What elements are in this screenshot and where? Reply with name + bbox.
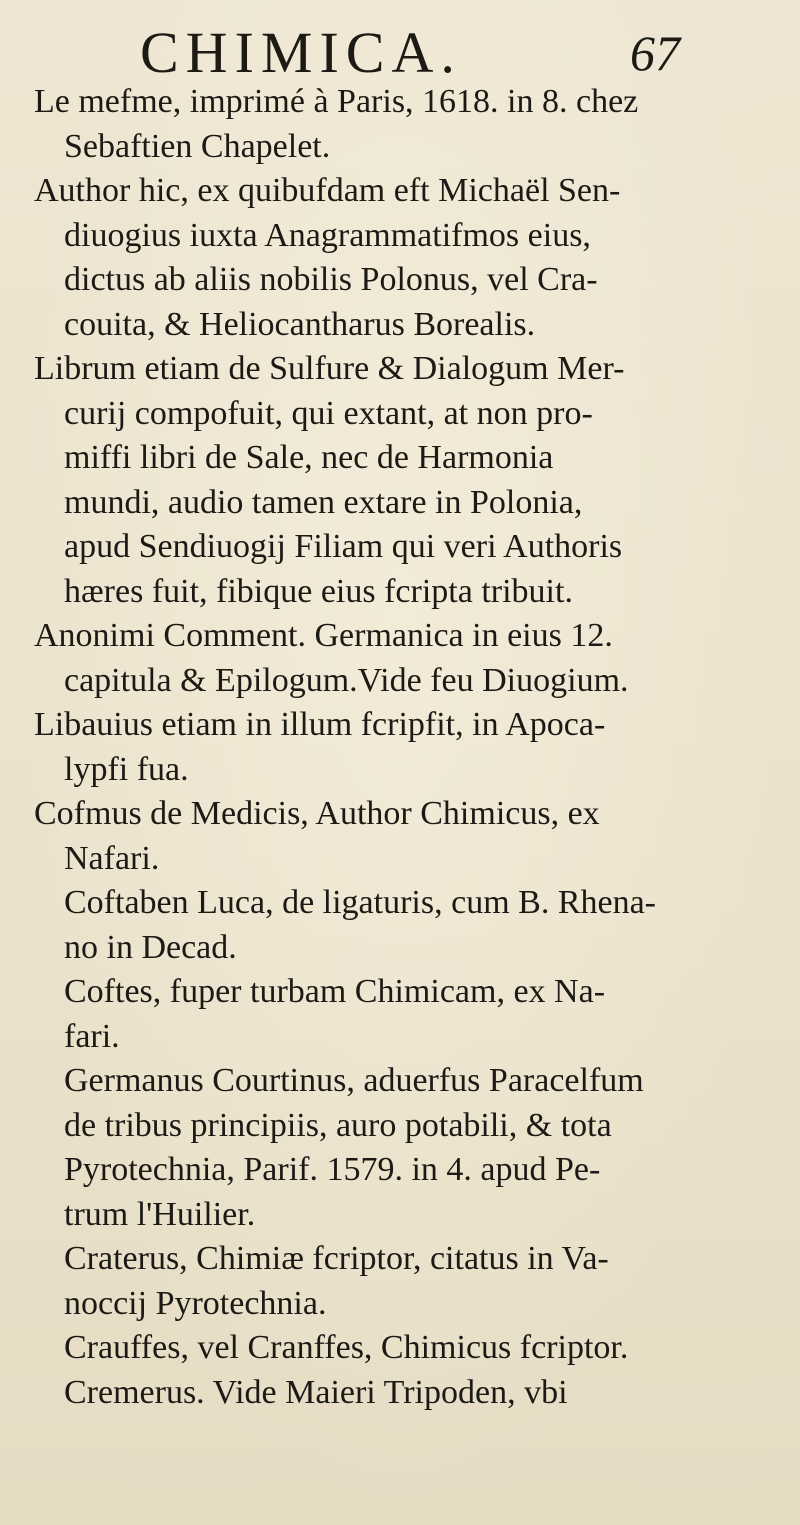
- text-line: couita, & Heliocantharus Borealis.: [64, 305, 536, 343]
- text-line: miffi libri de Sale, nec de Harmonia: [64, 439, 554, 476]
- text-line: Germanus Courtinus, aduerfus Paracelfum: [64, 1062, 644, 1099]
- text-line: Craterus, Chimiæ fcriptor, citatus in Va-: [64, 1240, 609, 1277]
- text-line: Cofmus de Medicis, Author Chimicus, ex: [34, 795, 600, 832]
- text-line: Libauius etiam in illum fcripfit, in Apoca-: [34, 706, 606, 743]
- body-text: [34, 80, 774, 1415]
- text-line: trum l'Huilier.: [64, 1195, 256, 1233]
- text-line: Author hic, ex quibufdam eft Michaël Sen-: [34, 172, 621, 209]
- page-number: 67: [630, 25, 680, 81]
- text-line: Librum etiam de Sulfure & Dialogum Mer-: [34, 350, 625, 387]
- text-line: fari.: [64, 1017, 120, 1055]
- text-line: Sebaftien Chapelet.: [64, 127, 331, 165]
- text-line: no in Decad.: [64, 928, 237, 966]
- text-line: curij compofuit, qui extant, at non pro-: [64, 394, 593, 432]
- text-line: Crauffes, vel Cranffes, Chimicus fcriptor.: [64, 1329, 629, 1366]
- text-line: diuogius iuxta Anagrammatifmos eius,: [64, 216, 591, 254]
- text-line: hæres fuit, fibique eius fcripta tribuit.: [64, 572, 573, 610]
- text-line: noccij Pyrotechnia.: [64, 1284, 327, 1322]
- text-line: Coftaben Luca, de ligaturis, cum B. Rhena-: [64, 884, 656, 921]
- text-line: apud Sendiuogij Filiam qui veri Authoris: [64, 528, 623, 565]
- text-line: Le mefme, imprimé à Paris, 1618. in 8. chez: [34, 83, 639, 120]
- text-line: capitula & Epilogum.Vide feu Diuogium.: [64, 661, 629, 699]
- text-line: Anonimi Comment. Germanica in eius 12.: [34, 617, 613, 654]
- text-line: mundi, audio tamen extare in Polonia,: [64, 483, 583, 521]
- page-header: [0, 18, 800, 88]
- text-line: Nafari.: [64, 839, 160, 877]
- text-line: Coftes, fuper turbam Chimicam, ex Na-: [64, 973, 606, 1010]
- text-line: de tribus principiis, auro potabili, & tota: [64, 1106, 612, 1144]
- text-line: Cremerus. Vide Maieri Tripoden, vbi: [64, 1373, 568, 1411]
- text-line: lypfi fua.: [64, 750, 189, 788]
- running-title: CHIMICA.: [140, 20, 462, 85]
- text-line: dictus ab aliis nobilis Polonus, vel Cra-: [64, 261, 598, 298]
- text-line: Pyrotechnia, Parif. 1579. in 4. apud Pe-: [64, 1151, 601, 1188]
